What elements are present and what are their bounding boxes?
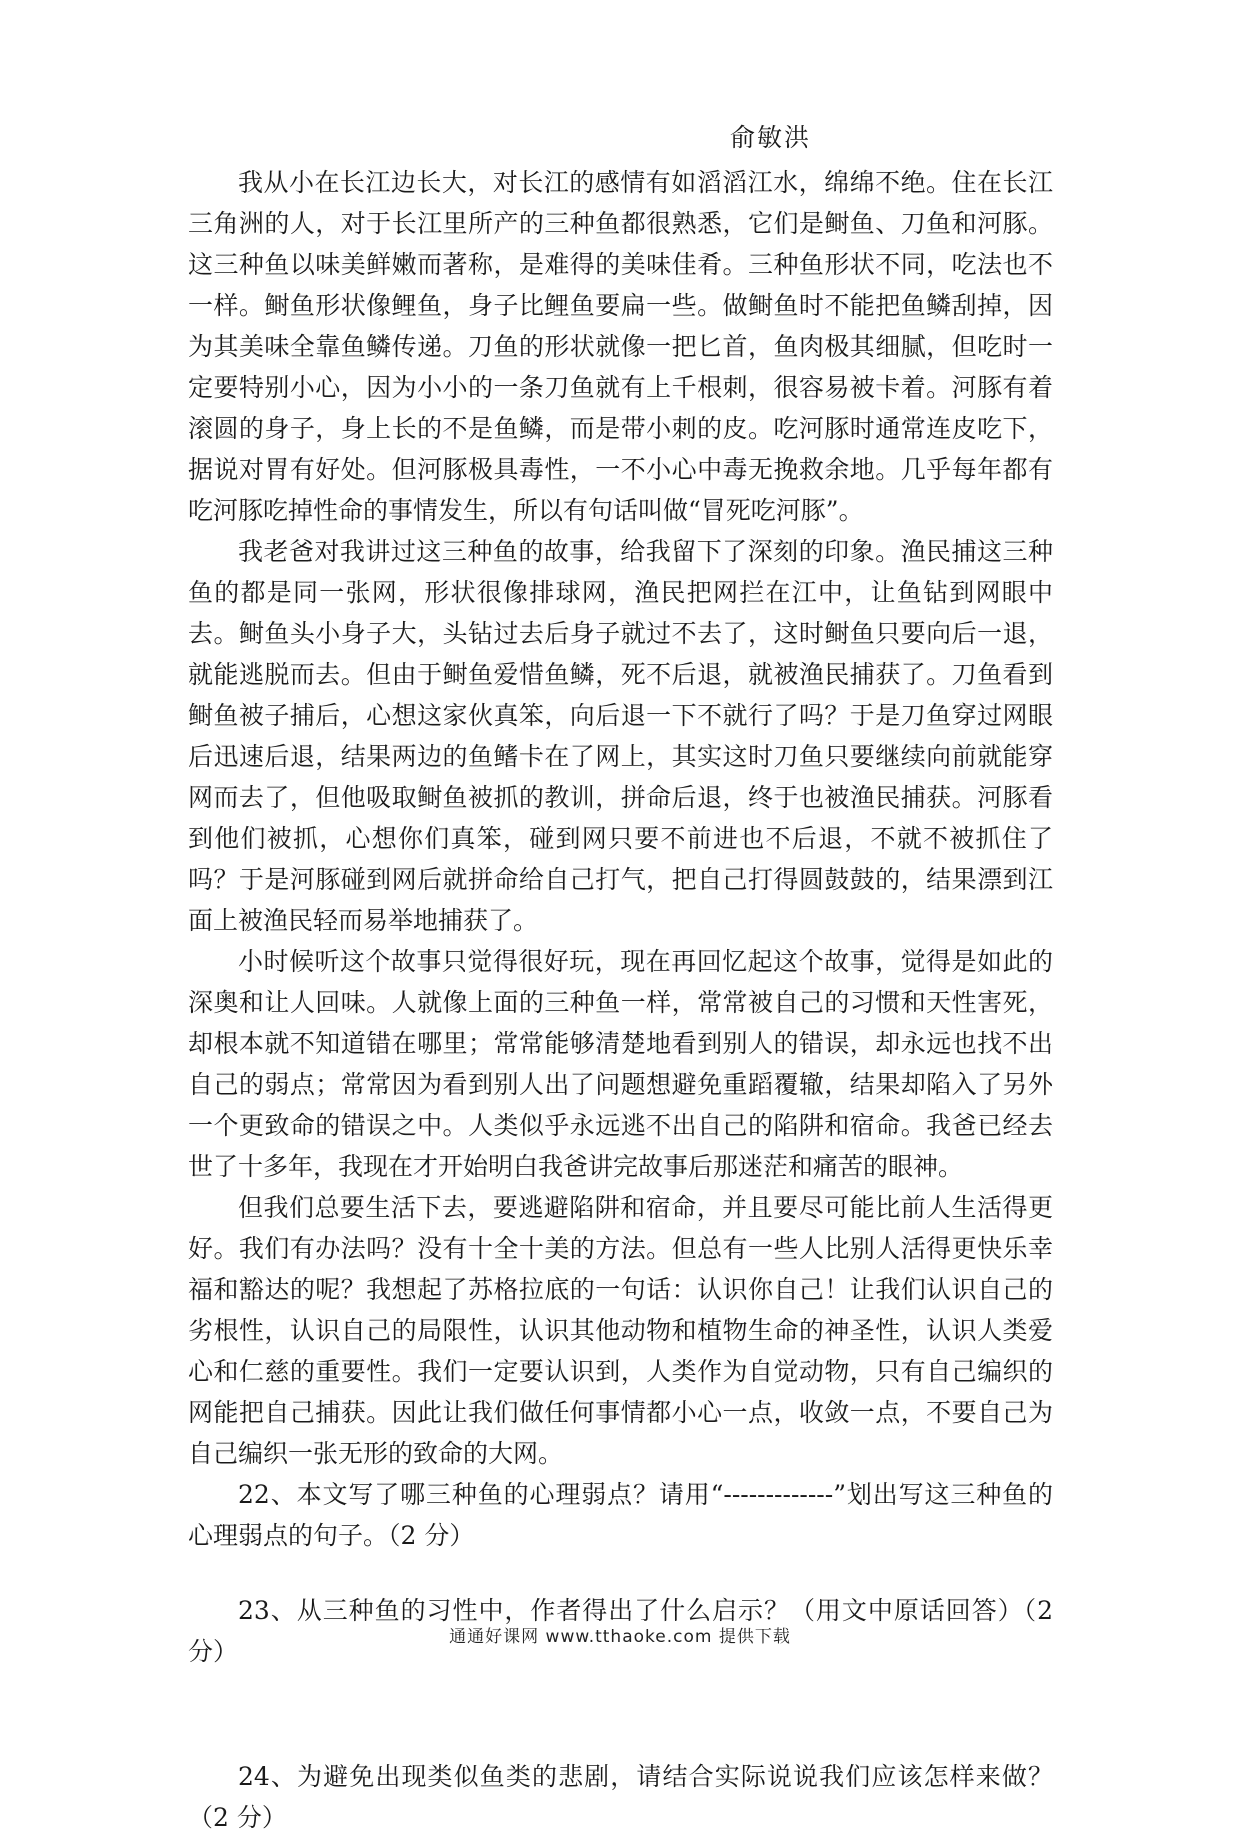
author-name: 俞敏洪 — [730, 123, 812, 152]
paragraph-1: 我从小在长江边长大，对长江的感情有如滔滔江水，绵绵不绝。住在长江三角洲的人，对于长江里所产的三种鱼都很熟悉，它们是鲥鱼、刀鱼和河豚。这三种鱼以味美鲜嫩而著称，是难得的美味佳肴。三种鱼形状不同，吃法也不一样。鲥鱼形状像鲤鱼，身子比鲤鱼要扁一些。做鲥鱼时不能把鱼鳞刮掉，因为其美味全靠鱼鳞传递。刀鱼的形状就像一把匕首，鱼肉极其细腻，但吃时一定要特别小心，因为小小的一条刀鱼就有上千根刺，很容易被卡着。河豚有着滚圆的身子，身上长的不是鱼鳞，而是带小刺的皮。吃河豚时通常连皮吃下，据说对胃有好处。但河豚极具毒性，一不小心中毒无挽救余地。几乎每年都有吃河豚吃掉性命的事情发生，所以有句话叫做“冒死吃河豚”。 — [188, 168, 1053, 525]
article-body — [188, 162, 1053, 1838]
question-22: 22、本文写了哪三种鱼的心理弱点？请用“-------------”划出写这三种鱼的心理弱点的句子。（2 分） — [188, 1480, 1053, 1550]
paragraph-2: 我老爸对我讲过这三种鱼的故事，给我留下了深刻的印象。渔民捕这三种鱼的都是同一张网，形状很像排球网，渔民把网拦在江中，让鱼钻到网眼中去。鲥鱼头小身子大，头钻过去后身子就过不去了，这时鲥鱼只要向后一退，就能逃脱而去。但由于鲥鱼爱惜鱼鳞，死不后退，就被渔民捕获了。刀鱼看到鲥鱼被子捕后，心想这家伙真笨，向后退一下不就行了吗？于是刀鱼穿过网眼后迅速后退，结果两边的鱼鳍卡在了网上，其实这时刀鱼只要继续向前就能穿网而去了，但他吸取鲥鱼被抓的教训，拼命后退，终于也被渔民捕获。河豚看到他们被抓，心想你们真笨，碰到网只要不前进也不后退，不就不被抓住了吗？于是河豚碰到网后就拼命给自己打气，把自己打得圆鼓鼓的，结果漂到江面上被渔民轻而易举地捕获了。 — [188, 537, 1053, 935]
paragraph-3: 小时候听这个故事只觉得很好玩，现在再回忆起这个故事，觉得是如此的深奥和让人回味。人就像上面的三种鱼一样，常常被自己的习惯和天性害死，却根本就不知道错在哪里；常常能够清楚地看到别人的错误，却永远也找不出自己的弱点；常常因为看到别人出了问题想避免重蹈覆辙，结果却陷入了另外一个更致命的错误之中。人类似乎永远逃不出自己的陷阱和宿命。我爸已经去世了十多年，我现在才开始明白我爸讲完故事后那迷茫和痛苦的眼神。 — [188, 947, 1053, 1181]
question-23: 23、从三种鱼的习性中，作者得出了什么启示？（用文中原话回答）（2 分） — [188, 1596, 1053, 1666]
footer-source: 通通好课网 www.tthaoke.com 提供下载 — [449, 1627, 791, 1647]
paragraph-4: 但我们总要生活下去，要逃避陷阱和宿命，并且要尽可能比前人生活得更好。我们有办法吗？没有十全十美的方法。但总有一些人比别人活得更快乐幸福和豁达的呢？我想起了苏格拉底的一句话：认识你自己！让我们认识自己的劣根性，认识自己的局限性，认识其他动物和植物生命的神圣性，认识人类爱心和仁慈的重要性。我们一定要认识到，人类作为自觉动物，只有自己编织的网能把自己捕获。因此让我们做任何事情都小心一点，收敛一点，不要自己为自己编织一张无形的致命的大网。 — [188, 1193, 1053, 1468]
question-24: 24、为避免出现类似鱼类的悲剧，请结合实际说说我们应该怎样来做？（2 分） — [188, 1762, 1053, 1832]
